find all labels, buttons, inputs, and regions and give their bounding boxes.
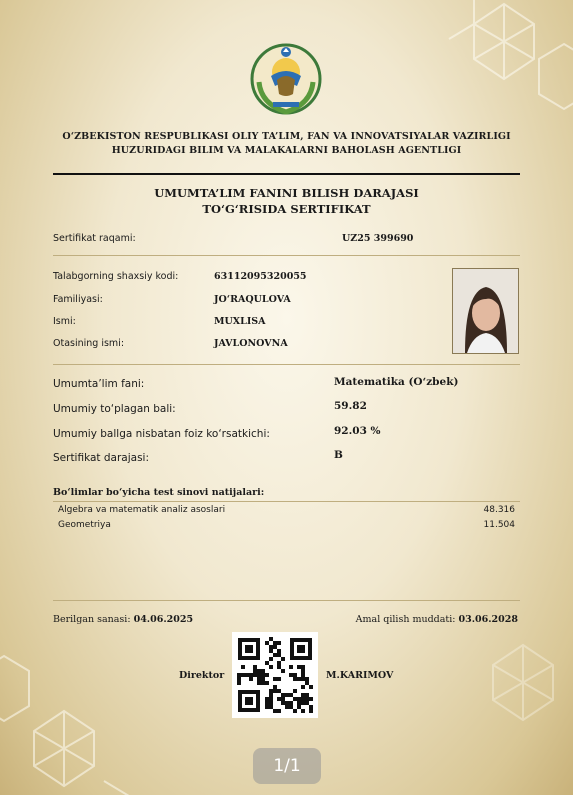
percent-label: Umumiy ballga nisbatan foiz ko‘rsatkichi: [53,428,270,440]
director-name: M.KARIMOV [326,670,394,681]
surname: JO‘RAQULOVA [214,294,291,305]
valid-value: 03.06.2028 [458,614,518,625]
issued-label: Berilgan sanasi: [53,614,131,625]
certificate-number-label: Sertifikat raqami: [53,233,136,244]
subject-label: Umumta’lim fani: [53,378,145,390]
valid-label: Amal qilish muddati: [355,614,456,625]
valid-until [356,614,518,625]
agency-line-1: O‘ZBEKISTON RESPUBLIKASI OLIY TA’LIM, FAN VA INNOVATSIYALAR VAZIRLIGI [62,131,511,142]
section-score: 11.504 [483,520,515,530]
corner-ornament-bottom-right [433,605,573,755]
section-name: Algebra va matematik analiz asoslari [58,505,226,515]
qr-code[interactable] [232,632,318,718]
grade-label: Sertifikat darajasi: [53,452,150,464]
patronymic: JAVLONOVNA [214,338,288,349]
title-line-1: UMUMTA’LIM FANINI BILISH DARAJASI [154,186,419,200]
grade-value: B [334,449,343,461]
holder-photo [452,268,519,354]
percent-value: 92.03 % [334,425,381,437]
certificate-title [0,185,573,217]
personal-id: 63112095320055 [214,271,307,282]
sections-heading: Bo‘limlar bo‘yicha test sinovi natijalari: [53,487,265,498]
agency-line-2: HUZURIDAGI BILIM VA MALAKALARNI BAHOLASH AGENTLIGI [111,145,462,156]
agency-name [0,130,573,158]
divider [53,501,520,502]
divider [53,364,520,365]
header-divider [53,173,520,175]
divider [53,600,520,601]
title-line-2: TO‘G‘RISIDA SERTIFIKAT [202,202,371,216]
personal-id-label: Talabgorning shaxsiy kodi: [53,271,179,282]
portrait-image [453,269,518,353]
subject-value: Matematika (O‘zbek) [334,376,459,388]
corner-ornament-bottom-left [0,651,144,795]
score-label: Umumiy to‘plagan bali: [53,403,176,415]
patronymic-label: Otasining ismi: [53,338,125,349]
corner-ornament-top-right [429,0,573,144]
issued-value: 04.06.2025 [133,614,194,625]
section-score: 48.316 [483,505,515,515]
issued-date [53,614,193,625]
divider [53,255,520,256]
surname-label: Familiyasi: [53,294,103,305]
score-value: 59.82 [334,400,367,412]
name-label: Ismi: [53,316,76,327]
section-name: Geometriya [58,520,111,530]
certificate-number: UZ25 399690 [342,233,414,244]
director-label: Direktor [179,670,225,681]
given-name: MUXLISA [214,316,266,327]
page-indicator: 1/1 [253,748,321,784]
state-emblem-icon [249,42,323,116]
